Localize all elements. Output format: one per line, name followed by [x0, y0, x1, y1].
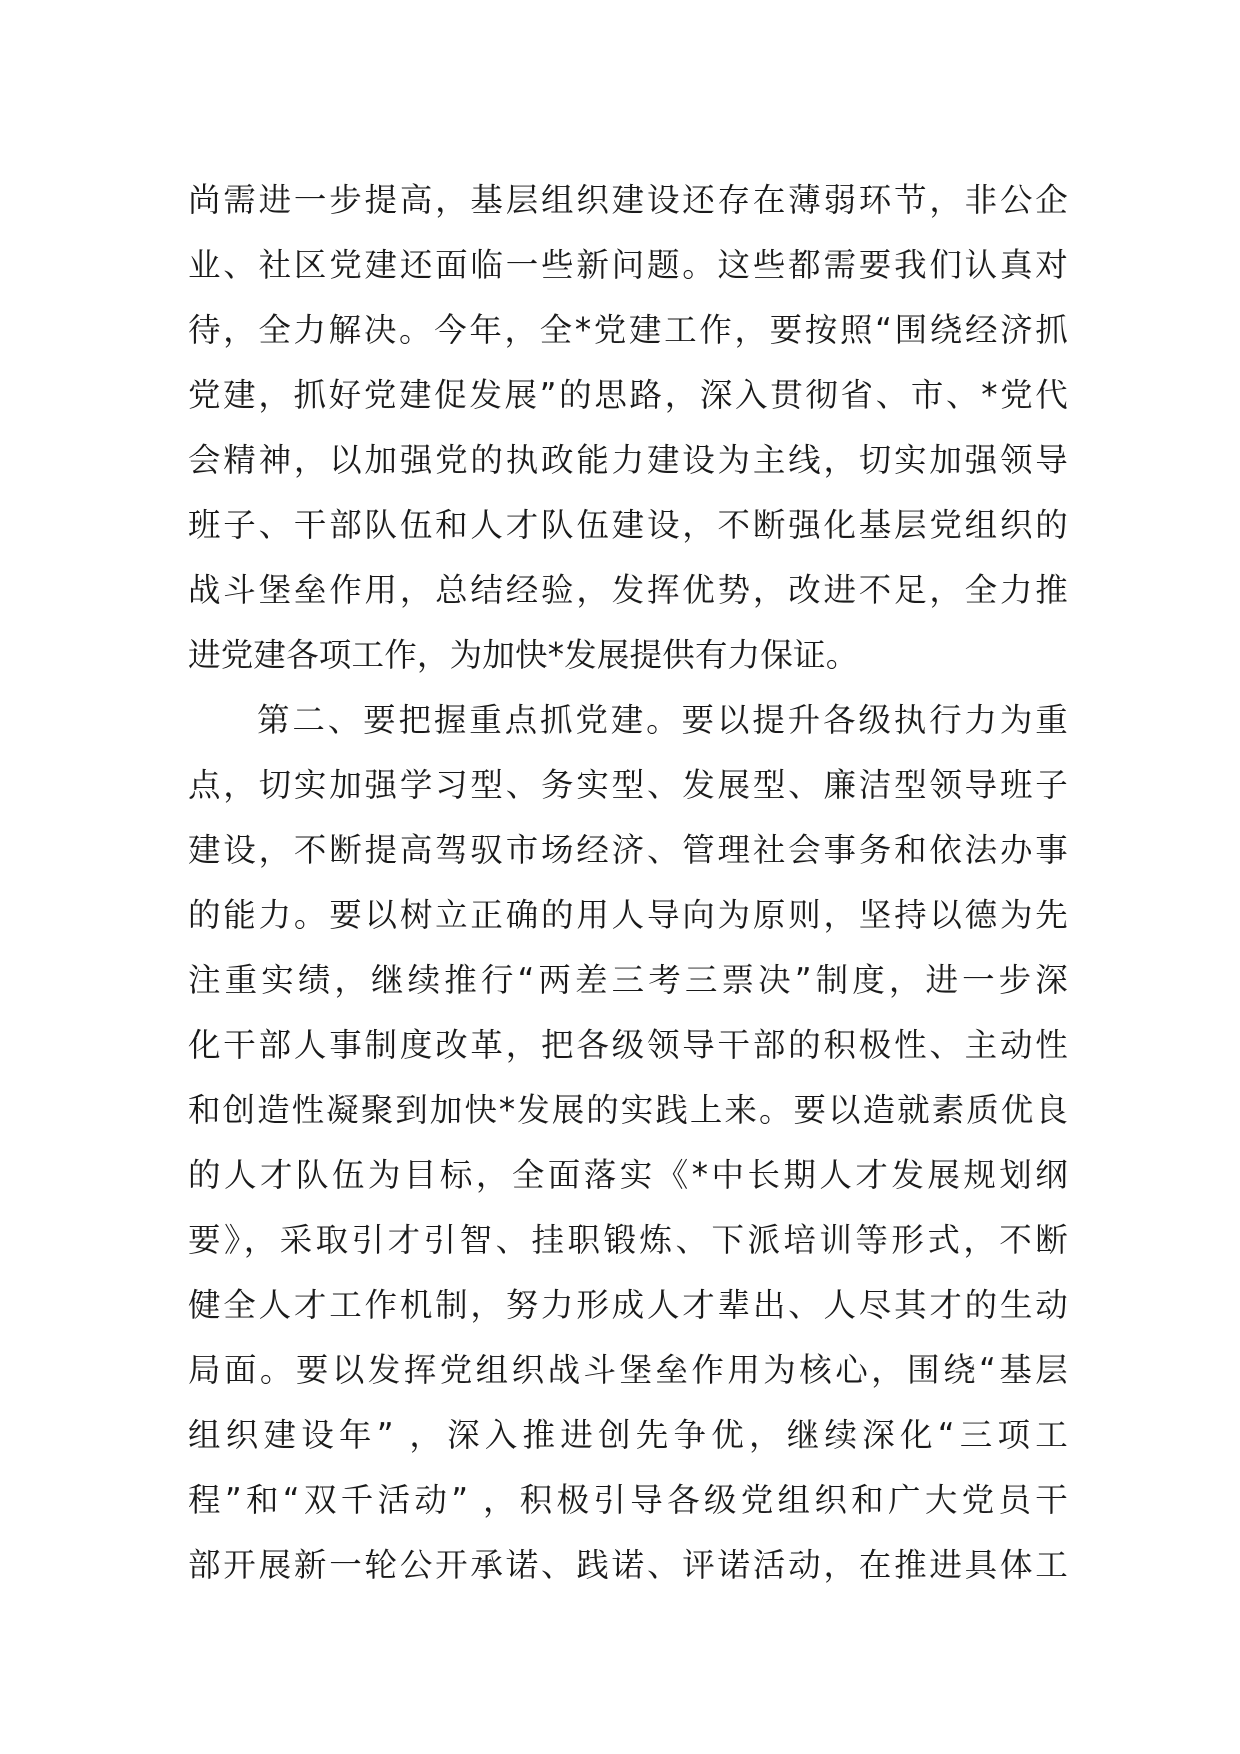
text-line: 和创造性凝聚到加快*发展的实践上来。要以造就素质优良 [188, 1091, 1068, 1129]
text-line: 注重实绩，继续推行“两差三考三票决”制度，进一步深 [188, 961, 1068, 999]
text-line: 部开展新一轮公开承诺、践诺、评诺活动，在推进具体工 [188, 1546, 1068, 1584]
text-line: 战斗堡垒作用，总结经验，发挥优势，改进不足，全力推 [188, 571, 1068, 609]
text-line: 班子、干部队伍和人才队伍建设，不断强化基层党组织的 [188, 506, 1068, 544]
text-line: 要》，采取引才引智、挂职锻炼、下派培训等形式，不断 [188, 1221, 1068, 1259]
text-line: 尚需进一步提高，基层组织建设还存在薄弱环节，非公企 [188, 181, 1068, 219]
text-line: 业、社区党建还面临一些新问题。这些都需要我们认真对 [188, 246, 1068, 284]
text-line: 组织建设年” ，深入推进创先争优，继续深化“三项工 [188, 1416, 1068, 1454]
text-line: 点，切实加强学习型、务实型、发展型、廉洁型领导班子 [188, 766, 1068, 804]
text-line: 进党建各项工作，为加快*发展提供有力保证。 [188, 636, 859, 674]
text-line: 党建，抓好党建促发展”的思路，深入贯彻省、市、*党代 [188, 376, 1068, 414]
text-line: 健全人才工作机制，努力形成人才辈出、人尽其才的生动 [188, 1286, 1068, 1324]
text-line: 建设，不断提高驾驭市场经济、管理社会事务和依法办事 [188, 831, 1068, 869]
paragraph-start-line: 第二、要把握重点抓党建。要以提升各级执行力为重 [257, 701, 1068, 739]
body-text [188, 168, 1068, 1598]
text-line: 局面。要以发挥党组织战斗堡垒作用为核心，围绕“基层 [188, 1351, 1068, 1389]
text-line: 的能力。要以树立正确的用人导向为原则，坚持以德为先 [188, 896, 1068, 934]
text-line: 程”和“双千活动” ，积极引导各级党组织和广大党员干 [188, 1481, 1068, 1519]
text-line: 会精神，以加强党的执政能力建设为主线，切实加强领导 [188, 441, 1068, 479]
text-line: 化干部人事制度改革，把各级领导干部的积极性、主动性 [188, 1026, 1068, 1064]
text-line: 待，全力解决。今年，全*党建工作，要按照“围绕经济抓 [188, 311, 1068, 349]
text-line: 的人才队伍为目标，全面落实《*中长期人才发展规划纲 [188, 1156, 1068, 1194]
